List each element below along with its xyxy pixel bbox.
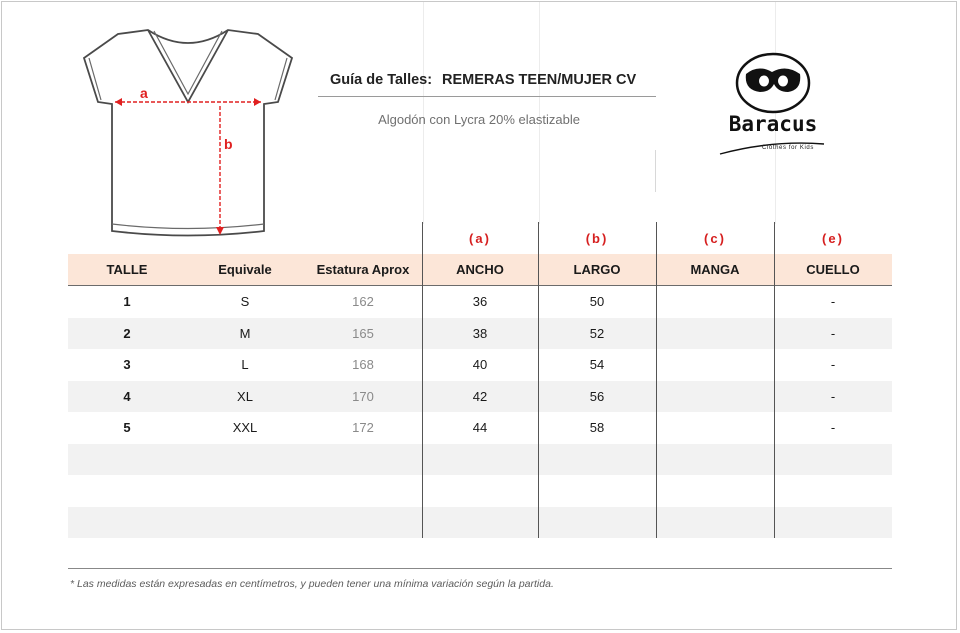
- table-cell: [68, 444, 186, 476]
- table-cell: [186, 507, 304, 539]
- measure-letter-2: (c): [704, 231, 726, 246]
- table-cell: 54: [589, 357, 605, 372]
- table-cell: -: [830, 357, 836, 372]
- column-divider: [774, 222, 775, 538]
- measure-letter-0: (a): [469, 231, 491, 246]
- table-cell: 58: [589, 420, 605, 435]
- table-cell: [656, 318, 774, 350]
- table-cell: [304, 475, 422, 507]
- measure-letter-row: [68, 222, 892, 254]
- table-cell: [304, 507, 422, 539]
- table-cell: -: [830, 420, 836, 435]
- table-cell: -: [830, 388, 836, 404]
- table-row: [68, 381, 892, 413]
- column-header: Estatura Aprox: [316, 262, 410, 277]
- table-cell: 162: [352, 294, 374, 309]
- measure-letter-3: (e): [822, 231, 844, 246]
- measure-label-a: a: [140, 85, 148, 101]
- table-row: [68, 475, 892, 507]
- tshirt-diagram: [78, 18, 298, 240]
- table-cell: 50: [589, 294, 605, 309]
- table-cell: 165: [352, 325, 374, 341]
- table-cell: [538, 507, 656, 539]
- table-cell: [68, 475, 186, 507]
- table-cell: 170: [352, 388, 374, 404]
- table-cell: [422, 444, 538, 476]
- table-cell: S: [240, 294, 250, 309]
- table-cell: -: [830, 325, 836, 341]
- table-cell: 4: [123, 388, 131, 404]
- table-row: [68, 412, 892, 444]
- table-cell: [68, 507, 186, 539]
- table-cell: 2: [123, 325, 131, 341]
- table-cell: 40: [472, 357, 488, 372]
- table-cell: [774, 475, 892, 507]
- logo-brand-text: Baracus: [728, 112, 818, 136]
- table-cell: 52: [589, 325, 605, 341]
- table-cell: [656, 507, 774, 539]
- title-divider: [318, 96, 656, 97]
- table-cell: [422, 475, 538, 507]
- table-header-row: [68, 254, 892, 286]
- baracus-logo: [712, 52, 834, 162]
- table-cell: XL: [237, 388, 253, 404]
- logo-tagline: Clothes for Kids: [762, 145, 814, 151]
- column-header: MANGA: [690, 262, 740, 277]
- table-cell: [774, 507, 892, 539]
- fabric-subtitle: Algodón con Lycra 20% elastizable: [378, 112, 580, 127]
- table-cell: [656, 444, 774, 476]
- column-header: Equivale: [218, 262, 272, 277]
- measure-letter-1: (b): [585, 231, 609, 246]
- table-cell: [304, 444, 422, 476]
- table-cell: [774, 444, 892, 476]
- table-cell: 44: [472, 420, 488, 435]
- table-row: [68, 318, 892, 350]
- table-cell: [656, 381, 774, 413]
- measure-label-b: b: [224, 136, 233, 152]
- table-row: [68, 444, 892, 476]
- table-cell: [538, 444, 656, 476]
- table-cell: 1: [123, 294, 131, 309]
- size-table: [68, 222, 892, 538]
- column-divider: [538, 222, 539, 538]
- table-cell: 168: [352, 357, 374, 372]
- table-cell: [186, 444, 304, 476]
- table-cell: 42: [472, 388, 488, 404]
- table-cell: M: [239, 325, 251, 341]
- table-cell: [656, 286, 774, 318]
- table-cell: 3: [123, 357, 131, 372]
- column-header: TALLE: [106, 262, 148, 277]
- table-cell: [656, 475, 774, 507]
- table-cell: [656, 412, 774, 444]
- table-cell: L: [241, 357, 249, 372]
- table-cell: 36: [472, 294, 488, 309]
- table-row: [68, 286, 892, 318]
- table-cell: 172: [352, 420, 374, 435]
- table-cell: XXL: [232, 420, 258, 435]
- footnote-divider: [68, 568, 892, 569]
- footnote: * Las medidas están expresadas en centímetros, y pueden tener una mínima variación según la partida.: [70, 578, 554, 590]
- table-cell: [538, 475, 656, 507]
- table-cell: 56: [589, 388, 605, 404]
- column-header: ANCHO: [456, 262, 504, 277]
- table-cell: 5: [123, 420, 131, 435]
- table-row: [68, 349, 892, 381]
- column-divider: [656, 222, 657, 538]
- tshirt-outline: [84, 30, 292, 236]
- table-row: [68, 507, 892, 539]
- table-cell: 38: [472, 325, 488, 341]
- column-header: LARGO: [573, 262, 621, 277]
- table-cell: [186, 475, 304, 507]
- table-cell: [656, 349, 774, 381]
- column-header: CUELLO: [806, 262, 860, 277]
- table-cell: [422, 507, 538, 539]
- guide-title-label: Guía de Talles:: [330, 72, 433, 88]
- guide-title-product: REMERAS TEEN/MUJER CV: [442, 72, 637, 88]
- table-cell: -: [830, 294, 836, 309]
- column-divider: [422, 222, 423, 538]
- cell-divider: [655, 150, 656, 192]
